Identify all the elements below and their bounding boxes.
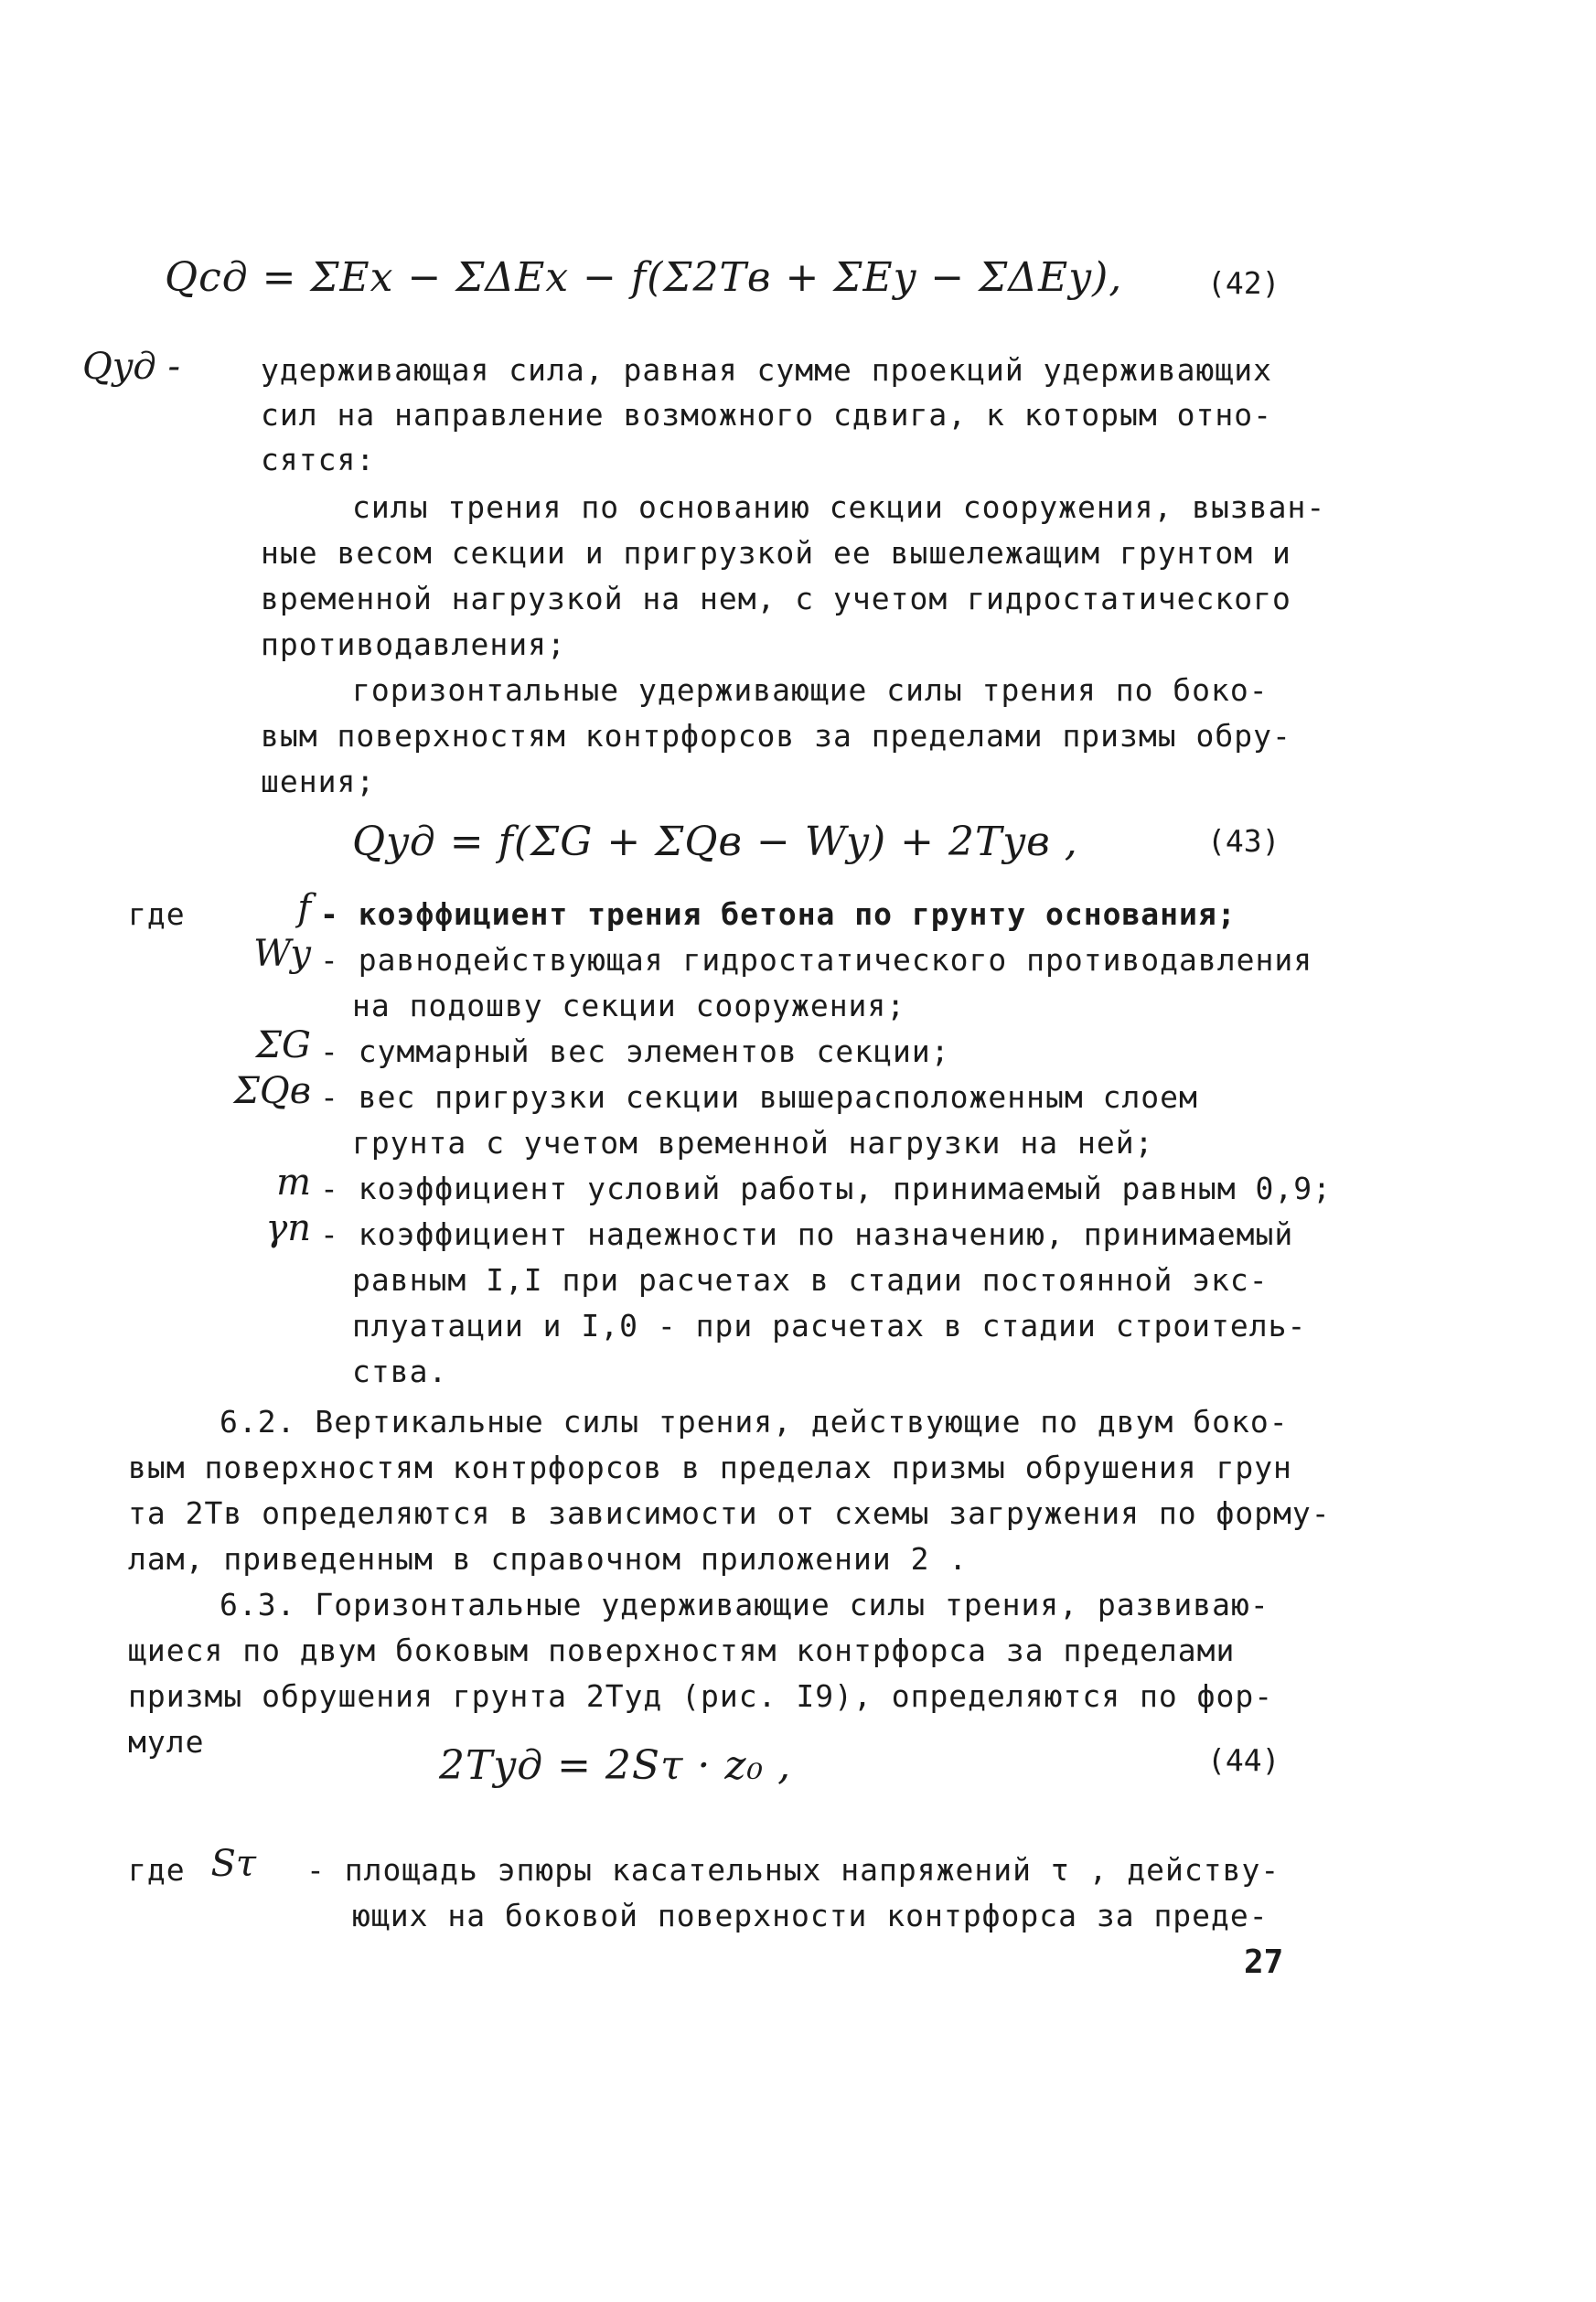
def-s-tau-line-1: - площадь эпюры касательных напряжений τ , действу- [306,1852,1280,1888]
def-sum-q-line-2: грунта с учетом временной нагрузки на ней; [352,1125,1154,1161]
para-62-line-2: вым поверхностям контрфорсов в пределах призмы обрушения грун [128,1450,1292,1485]
equation-number-44: (44) [1207,1742,1280,1778]
friction-base-line-1: силы трения по основанию секции сооружения, вызван- [352,489,1326,525]
def-m-line-1: - коэффициент условий работы, принимаемый равным 0,9; [320,1171,1332,1206]
where-label-2: где [128,1852,186,1888]
friction-base-line-4: противодавления; [261,626,566,662]
friction-base-line-2: ные весом секции и пригрузкой ее вышележащим грунтом и [261,535,1291,571]
formula-44: 2Tyд = 2Sτ · z₀ , [439,1742,792,1789]
page-number: 27 [1244,1943,1284,1981]
para-63-line-2: щиеся по двум боковым поверхностям контрфорса за пределами [128,1633,1236,1668]
def-s-tau-line-2: ющих на боковой поверхности контрфорса за преде- [352,1898,1269,1933]
horizontal-line-3: шения; [261,764,376,799]
def-wy-line-1: - равнодействующая гидростатического противодавления [320,942,1313,978]
symbol-gamma-n: γn [265,1207,311,1249]
qud-line-1: удерживающая сила, равная сумме проекций удерживающих [261,352,1272,388]
def-sum-q-line-1: - вес пригрузки секции вышерасположенным слоем [320,1079,1198,1115]
def-gamma-line-3: плуатации и I,0 - при расчетах в стадии строитель- [352,1308,1307,1344]
def-gamma-line-1: - коэффициент надежности по назначению, принимаемый [320,1216,1294,1252]
symbol-m: m [276,1162,311,1204]
symbol-sum-g: ΣG [255,1024,311,1066]
def-gamma-line-4: ства. [352,1354,448,1389]
formula-42: Qсд = ΣEx − ΣΔEx − f(Σ2Tв + ΣEy − ΣΔEy), [165,254,1123,301]
symbol-f: f [297,887,311,929]
where-label-1: где [128,896,186,932]
horizontal-line-2: вым поверхностям контрфорсов за пределами призмы обру- [261,718,1291,754]
def-f-line-1: - коэффициент трения бетона по грунту основания; [320,896,1237,932]
equation-number-42: (42) [1207,265,1280,301]
equation-number-43: (43) [1207,823,1280,859]
para-63-line-3: призмы обрушения грунта 2Tyд (рис. I9), определяются по фор- [128,1678,1274,1714]
symbol-s-tau: Sτ [210,1843,256,1885]
def-gamma-line-2: равным I,I при расчетах в стадии постоянной экс- [352,1262,1269,1298]
qud-line-3: сятся: [261,442,376,477]
symbol-sum-q: ΣQв [233,1070,311,1112]
para-62-line-3: та 2Tв определяются в зависимости от схемы загружения по форму- [128,1495,1331,1531]
para-62-line-4: лам, приведенным в справочном приложении 2 . [128,1541,969,1577]
symbol-wy: Wy [253,933,311,975]
def-sum-g-line-1: - суммарный вес элементов секции; [320,1033,950,1069]
qud-symbol: Qyд - [82,346,180,388]
para-63-line-4: муле [128,1724,205,1760]
def-wy-line-2: на подошву секции сооружения; [352,988,906,1023]
para-63-line-1: 6.3. Горизонтальные удерживающие силы трения, развиваю- [220,1587,1269,1622]
friction-base-line-3: временной нагрузкой на нем, с учетом гидростатического [261,581,1291,616]
formula-43: Qyд = f(ΣG + ΣQв − Wy) + 2Tyв , [352,819,1078,865]
qud-line-2: сил на направление возможного сдвига, к которым отно- [261,397,1272,433]
para-62-line-1: 6.2. Вертикальные силы трения, действующие по двум боко- [220,1404,1289,1440]
horizontal-line-1: горизонтальные удерживающие силы трения по боко- [352,672,1269,708]
